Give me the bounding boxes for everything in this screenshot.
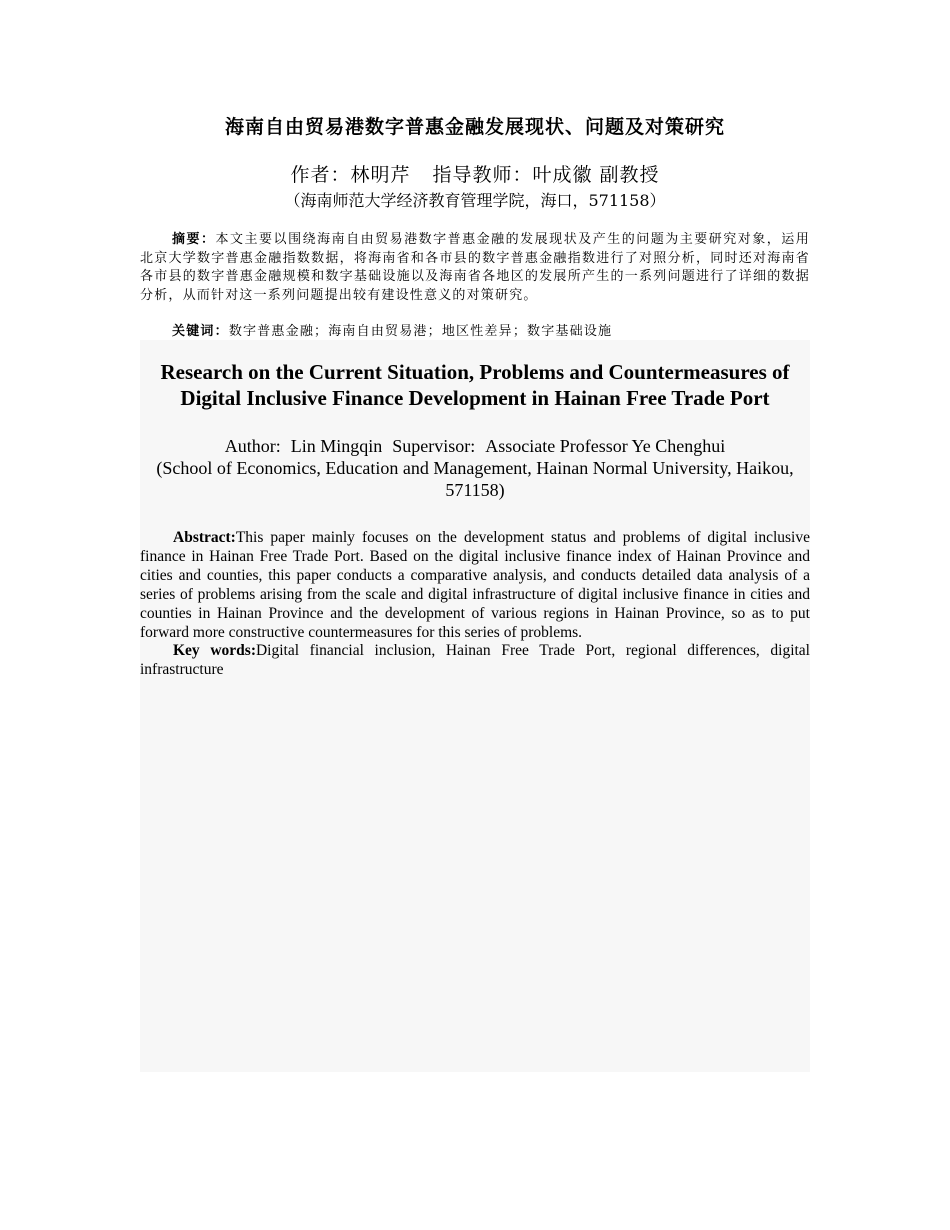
chinese-supervisor: 指导教师：叶成徽 副教授 [432,164,660,186]
english-abstract [140,528,810,642]
english-author-label: Author: [224,436,281,456]
chinese-abstract-text: 本文主要以围绕海南自由贸易港数字普惠金融的发展现状及产生的问题为主要研究对象，运用北京大学数字普惠金融指数数据，将海南省和各市县的数字普惠金融指数进行了对照分析，同时还对海南省各市县的数字普惠金融规模和数字基础设施以及海南省各地区的发展所产生的一系列问题进行了详细的数据分析，从而针对这一系列问题提出较有建设性意义的对策研究。 [140,232,810,303]
chinese-keywords-text: 数字普惠金融；海南自由贸易港；地区性差异；数字基础设施 [228,324,613,339]
english-keywords [140,641,810,679]
english-title: Research on the Current Situation, Problems and Countermeasures of Digital Inclusive Finance Development in Hainan Free Trade Port [160,360,790,410]
chinese-abstract [140,231,810,305]
chinese-affiliation: （海南师范大学经济教育管理学院，海口，571158） [284,191,666,210]
english-abstract-label: Abstract: [173,529,236,546]
chinese-author-line [140,160,810,187]
english-keywords-label: Key words: [173,642,256,659]
english-author-line [140,435,810,457]
chinese-keywords [140,323,810,342]
chinese-title: 海南自由贸易港数字普惠金融发展现状、问题及对策研究 [224,116,725,138]
english-abstract-text: This paper mainly focuses on the development status and problems of digital inclusive finance in Hainan Free Trade Port. Based on the digital inclusive finance index of Hainan Province and cities and counties, this paper conducts a comparative analysis, and conducts detailed data analysis of a series of problems arising from the scale and digital infrastructure of digital inclusive finance in cities and counties in Hainan Province and the development of various regions in Hainan Province, so as to put forward more constructive countermeasures for this series of problems. [140,529,810,641]
english-author-name: Lin Mingqin [290,436,383,456]
english-supervisor-name: Associate Professor Ye Chenghui [485,436,726,456]
english-affiliation: (School of Economics, Education and Management, Hainan Normal University, Haikou, 571158) [156,458,794,500]
chinese-keywords-label: 关键词： [172,324,229,339]
chinese-author: 作者：林明芹 [290,164,411,186]
english-keywords-text: Digital financial inclusion, Hainan Free Trade Port, regional differences, digital infrastructure [140,642,810,678]
english-supervisor-label: Supervisor: [392,436,476,456]
chinese-abstract-label: 摘要： [172,232,216,247]
